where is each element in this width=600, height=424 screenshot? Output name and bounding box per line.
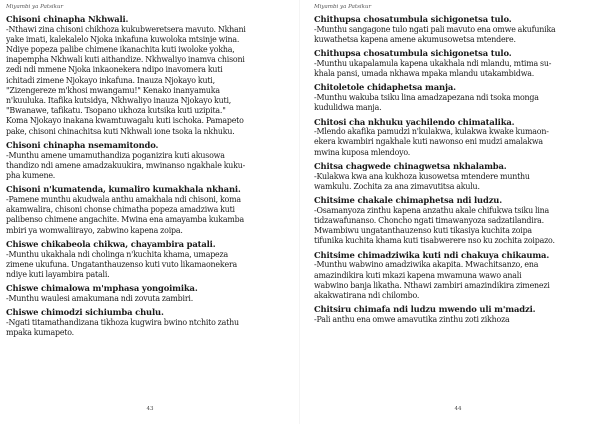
running-head: Miyambi ya Patsikur	[6, 4, 64, 10]
text-line: pake, chisoni chinachitsa kuti Nkhwali ione tsoka la nkhuku.	[6, 126, 235, 136]
proverb-title: Chiswe chimalowa m'mphasa yongoimika.	[6, 283, 198, 294]
proverb-explanation	[314, 59, 600, 79]
proverb-entry	[6, 283, 294, 304]
proverb-title: Chitsime chimadziwika kuti ndi chakuya chikauma.	[314, 249, 550, 260]
text-line: amazindikira kuti mkazi kapena mwamuna wawo anali	[314, 270, 522, 280]
text-line: kudulidwa manja.	[314, 103, 382, 113]
text-line: -Mlendo akafika pamudzi n'kulakwa, kulakwa kwake kumaon-	[314, 127, 549, 137]
text-line: -Nthawi zina chisoni chikhoza kukubweretsera mavuto. Nkhani	[6, 24, 246, 34]
proverb-entry	[6, 184, 294, 235]
proverb-entry	[314, 250, 600, 301]
proverb-title: Chisoni chinapha nsemamitondo.	[6, 140, 159, 151]
text-line: khala pansi, umada nkhawa mpaka mlandu utakambidwa.	[314, 68, 535, 78]
text-line: mpaka kumapeto.	[6, 328, 74, 338]
text-line: tifunika kuchita khama kuti tisabwerere nso ku zochita zoipazo.	[314, 236, 555, 246]
proverb-entry	[314, 304, 600, 325]
text-line: -Pamene munthu akudwala anthu amakhala ndi chisoni, koma	[6, 195, 241, 204]
proverb-explanation	[6, 318, 294, 338]
text-line: pha kumene.	[6, 171, 56, 181]
text-line: wamkulu. Zochita za ana zimavutitsa akulu.	[314, 181, 480, 191]
text-line: Koma Njokayo inakana kwamtuwagalu kuti ischoka. Pamapeto	[6, 116, 244, 126]
text-line: "Bwanawe, tafikatu. Tsopano ukhoza kutsika kuti uzipita."	[6, 106, 226, 116]
text-line: -Munthu wakuba tsiku lina amadzapezana ndi tsoka monga	[314, 92, 539, 102]
text-line: -Munthu amene umamuthandiza poganizira kuti akusowa	[6, 150, 225, 160]
gutter	[299, 0, 300, 424]
text-line: "Zizengereze m'khosi mwangamu!" Kenako inanyamuka	[6, 85, 220, 95]
text-line: -Kulakwa kwa ana kukhoza kusowetsa mtendere munthu	[314, 171, 530, 181]
proverb-explanation	[6, 151, 294, 182]
text-line: wabwino banja likatha. Nthawi zambiri amazindikira zimenezi	[314, 280, 550, 290]
text-line: Mwambiwu ungatanthauzenso kuti tikasiya kuchita zoipa	[314, 226, 532, 236]
text-line: zedi ndi mmene Njoka inkaonekera ndipo inavomera kuti	[6, 65, 223, 75]
text-line: -Ngati titamathandizana tikhoza kugwira bwino ntchito zathu	[6, 317, 239, 327]
proverb-entry	[6, 140, 294, 181]
proverb-entry	[6, 14, 294, 137]
text-line: mwina kuposa mlendoyo.	[314, 147, 411, 157]
proverb-entry	[314, 14, 600, 45]
proverb-title: Chitsiru chimafa ndi ludzu mwendo uli m'madzi.	[314, 304, 536, 315]
proverb-title: Chisoni n'kumatenda, kumaliro kumakhala nkhani.	[6, 184, 241, 195]
text-line: -Munthu ukakhala ndi cholinga n'kuchita khama, umapeza	[6, 249, 228, 259]
proverb-title: Chitsa chagwede chinagwetsa nkhalamba.	[314, 160, 507, 171]
proverb-title: Chiswe chikabeola chikwa, chayambira patali.	[6, 239, 216, 249]
proverb-explanation	[314, 25, 600, 45]
text-line: tidzawafunanso. Choncho ngati timawanyoza sadzatilandira.	[314, 215, 544, 225]
text-line: -Munthu waulesi amakumana ndi zovuta zambiri.	[6, 293, 194, 303]
proverb-entry	[314, 48, 600, 79]
text-line: -Munthu sangagone tulo ngati pali mavuto ena omwe akufunika	[314, 24, 556, 34]
text-line: yake imati, kalekalelo Njoka inkafuna kuwoloka mtsinje wina.	[6, 34, 240, 44]
proverb-explanation	[6, 294, 294, 304]
proverb-explanation	[314, 93, 600, 113]
proverb-title: Chitsime chakale chimaphetsa ndi ludzu.	[314, 195, 503, 206]
proverb-entry	[314, 117, 600, 158]
text-line: akamwalira, chisoni chonse chimatha popeza amadziwa kuti	[6, 205, 235, 215]
running-head: Miyambi ya Patsikur	[314, 4, 372, 10]
page-number: 44	[454, 406, 462, 412]
proverb-explanation	[6, 250, 294, 281]
text-line: palibenso chimene angachite. Mwina ena amayamba kukamba	[6, 215, 244, 225]
proverb-entry	[314, 82, 600, 113]
proverb-entry	[6, 239, 294, 280]
proverb-entry	[314, 195, 600, 246]
proverb-explanation	[314, 172, 600, 192]
proverb-explanation	[314, 206, 600, 247]
text-line: kuwathetsa kapena amene akumusowetsa mtendere.	[314, 34, 516, 44]
entries-container	[314, 14, 600, 325]
proverb-explanation	[314, 260, 600, 301]
proverb-title: Chithupsa chosatumbula sichigonetsa tulo.	[314, 48, 512, 59]
text-line: mbiri ya womwaliirayo, zabwino kapena zoipa.	[6, 225, 183, 235]
text-line: ekera kwambiri ngakhale kuti nawonso eni mudzi amalakwa	[314, 137, 543, 147]
proverb-title: Chitosi cha nkhuku yachilendo chimatalika.	[314, 116, 515, 127]
proverb-explanation	[314, 315, 600, 325]
text-line: -Munthu wabwino amadziwika akapita. Mwachitsanzo, ena	[314, 260, 539, 270]
proverb-title: Chitoletole chidaphetsa manja.	[314, 82, 456, 93]
proverb-entry	[314, 161, 600, 192]
text-line: akakwatirana ndi chilombo.	[314, 290, 420, 300]
text-line: ndiye kuti layambira patali.	[6, 270, 110, 279]
text-line: n'kuuluka. Itafika kutsidya, Nkhwaliyo inauza Njokayo kuti,	[6, 96, 232, 106]
text-line: inapempha Nkhwali kuti aithandize. Nkhwaliyo inamva chisoni	[6, 55, 245, 65]
proverb-explanation	[6, 25, 294, 137]
text-line: thandizo ndi amene amadzakuukira, mwinanso ngakhale kuku-	[6, 160, 246, 170]
proverb-explanation	[314, 127, 600, 158]
proverb-title: Chithupsa chosatumbula sichigonetsa tulo.	[314, 14, 512, 24]
proverb-explanation	[6, 195, 294, 236]
proverb-title: Chiswe chimodzi sichiumba chulu.	[6, 307, 164, 318]
text-line: -Osamanyoza zinthu kapena anzathu akale chifukwa tsiku lina	[314, 205, 550, 215]
proverb-entry	[6, 307, 294, 338]
text-line: zimene ukufuna. Ungatanthauzenso kuti vuto likamaonekera	[6, 259, 238, 269]
text-line: -Pali anthu ena omwe amavutika zinthu zoti zikhoza	[314, 314, 510, 324]
right-page	[314, 0, 600, 424]
text-line: -Munthu ukapalamula kapena ukakhala ndi mlandu, mtima su-	[314, 58, 552, 68]
page-number: 43	[146, 406, 154, 412]
proverb-title: Chisoni chinapha Nkhwali.	[6, 14, 129, 24]
text-line: ichitadi zimene Njokayo inkafuna. Inauza Njokayo kuti,	[6, 75, 215, 85]
text-line: Ndiye popeza palibe chimene ikanachita kuti iwoloke yokha,	[6, 45, 235, 54]
left-page	[6, 0, 294, 424]
entries-container	[6, 14, 294, 338]
